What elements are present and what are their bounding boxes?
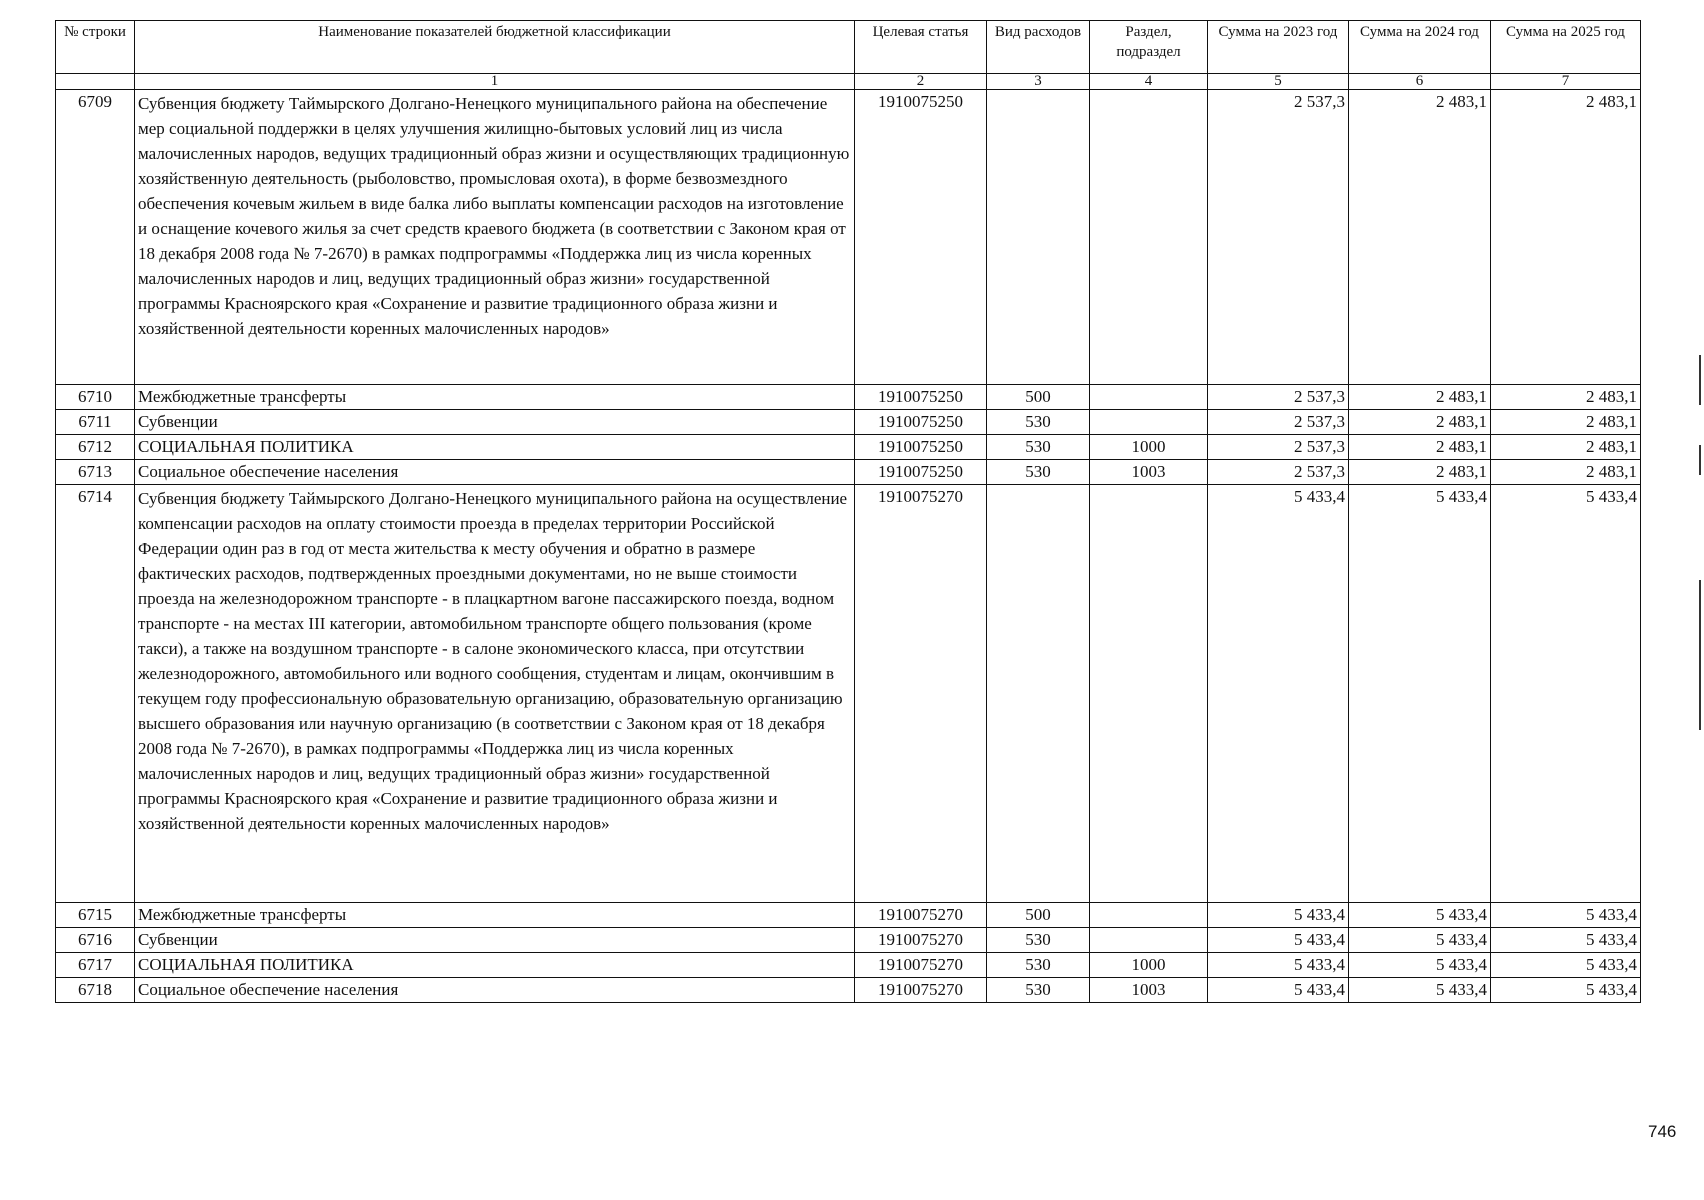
row-section bbox=[1090, 410, 1208, 435]
row-sum-2023: 5 433,4 bbox=[1208, 903, 1349, 928]
row-sum-2025: 2 483,1 bbox=[1491, 460, 1641, 485]
row-target: 1910075270 bbox=[855, 978, 987, 1003]
header-target: Целевая статья bbox=[855, 21, 987, 74]
row-name: Межбюджетные трансферты bbox=[135, 385, 855, 410]
row-target: 1910075250 bbox=[855, 460, 987, 485]
row-sum-2024: 2 483,1 bbox=[1349, 385, 1491, 410]
row-sum-2024: 5 433,4 bbox=[1349, 928, 1491, 953]
row-sum-2023: 2 537,3 bbox=[1208, 460, 1349, 485]
column-number: 6 bbox=[1349, 74, 1491, 90]
header-name: Наименование показателей бюджетной классификации bbox=[135, 21, 855, 74]
row-section bbox=[1090, 90, 1208, 385]
header-sum-2023: Сумма на 2023 год bbox=[1208, 21, 1349, 74]
row-sum-2025: 2 483,1 bbox=[1491, 435, 1641, 460]
row-section: 1000 bbox=[1090, 435, 1208, 460]
row-section bbox=[1090, 485, 1208, 903]
table-row bbox=[56, 410, 1641, 435]
row-section: 1003 bbox=[1090, 978, 1208, 1003]
header-sum-2024: Сумма на 2024 год bbox=[1349, 21, 1491, 74]
row-sum-2024: 5 433,4 bbox=[1349, 978, 1491, 1003]
row-sum-2024: 2 483,1 bbox=[1349, 435, 1491, 460]
table-row bbox=[56, 460, 1641, 485]
row-sum-2025: 5 433,4 bbox=[1491, 978, 1641, 1003]
row-sum-2025: 2 483,1 bbox=[1491, 385, 1641, 410]
row-name: Субвенция бюджету Таймырского Долгано-Ненецкого муниципального района на обеспечение мер социальной поддержки в целях улучшения жилищно-бытовых условий лиц из числа малочисленных народов, ведущих традиционный образ жизни и осуществляющих традиционную хозяйственную деятельность (рыболовство, промысловая охота), в форме безвозмездного обеспечения кочевым жильем в виде балка либо выплаты компенсации расходов на изготовление и оснащение кочевого жилья за счет средств краевого бюджета (в соответствии с Законом края от 18 декабря 2008 года № 7-2670) в рамках подпрограммы «Поддержка лиц из числа коренных малочисленных народов и лиц, ведущих традиционный образ жизни» государственной программы Красноярского края «Сохранение и развитие традиционного образа жизни и хозяйственной деятельности коренных малочисленных народов» bbox=[135, 90, 855, 385]
row-sum-2025: 5 433,4 bbox=[1491, 903, 1641, 928]
column-number: 5 bbox=[1208, 74, 1349, 90]
table-row bbox=[56, 90, 1641, 385]
page-number: 746 bbox=[1648, 1122, 1677, 1141]
row-expense-type bbox=[987, 485, 1090, 903]
row-number: 6715 bbox=[56, 903, 135, 928]
row-expense-type bbox=[987, 90, 1090, 385]
row-sum-2023: 2 537,3 bbox=[1208, 385, 1349, 410]
row-name: Межбюджетные трансферты bbox=[135, 903, 855, 928]
row-name: СОЦИАЛЬНАЯ ПОЛИТИКА bbox=[135, 953, 855, 978]
header-sum-2025: Сумма на 2025 год bbox=[1491, 21, 1641, 74]
table-row bbox=[56, 485, 1641, 903]
row-number: 6717 bbox=[56, 953, 135, 978]
column-number: 4 bbox=[1090, 74, 1208, 90]
row-sum-2024: 5 433,4 bbox=[1349, 903, 1491, 928]
row-number: 6714 bbox=[56, 485, 135, 903]
row-target: 1910075270 bbox=[855, 903, 987, 928]
row-sum-2023: 2 537,3 bbox=[1208, 410, 1349, 435]
budget-table bbox=[55, 20, 1641, 1003]
row-sum-2025: 2 483,1 bbox=[1491, 410, 1641, 435]
scan-margin-mark bbox=[1699, 355, 1701, 405]
row-expense-type: 530 bbox=[987, 978, 1090, 1003]
column-number: 1 bbox=[135, 74, 855, 90]
row-sum-2025: 5 433,4 bbox=[1491, 953, 1641, 978]
row-sum-2024: 2 483,1 bbox=[1349, 90, 1491, 385]
header-row-no: № строки bbox=[56, 21, 135, 74]
header-row bbox=[56, 21, 1641, 74]
column-number: 2 bbox=[855, 74, 987, 90]
row-sum-2025: 5 433,4 bbox=[1491, 485, 1641, 903]
row-expense-type: 530 bbox=[987, 460, 1090, 485]
row-section bbox=[1090, 903, 1208, 928]
row-target: 1910075270 bbox=[855, 953, 987, 978]
row-sum-2024: 2 483,1 bbox=[1349, 460, 1491, 485]
row-sum-2023: 5 433,4 bbox=[1208, 485, 1349, 903]
column-number: 3 bbox=[987, 74, 1090, 90]
row-target: 1910075250 bbox=[855, 435, 987, 460]
table-row bbox=[56, 953, 1641, 978]
row-sum-2023: 5 433,4 bbox=[1208, 978, 1349, 1003]
row-number: 6712 bbox=[56, 435, 135, 460]
table-row bbox=[56, 928, 1641, 953]
scan-margin-mark bbox=[1699, 445, 1701, 475]
row-name: Субвенции bbox=[135, 410, 855, 435]
column-numbers-row bbox=[56, 74, 1641, 90]
row-section: 1003 bbox=[1090, 460, 1208, 485]
row-target: 1910075270 bbox=[855, 485, 987, 903]
row-section bbox=[1090, 385, 1208, 410]
row-target: 1910075250 bbox=[855, 385, 987, 410]
row-name: Социальное обеспечение населения bbox=[135, 460, 855, 485]
row-sum-2025: 2 483,1 bbox=[1491, 90, 1641, 385]
row-sum-2024: 5 433,4 bbox=[1349, 485, 1491, 903]
row-expense-type: 500 bbox=[987, 903, 1090, 928]
column-number bbox=[56, 74, 135, 90]
table-row bbox=[56, 385, 1641, 410]
row-target: 1910075250 bbox=[855, 410, 987, 435]
row-expense-type: 500 bbox=[987, 385, 1090, 410]
row-target: 1910075250 bbox=[855, 90, 987, 385]
row-name: Субвенция бюджету Таймырского Долгано-Ненецкого муниципального района на осуществление компенсации расходов на оплату стоимости проезда в пределах территории Российской Федерации один раз в год от места жительства к месту обучения и обратно в размере фактических расходов, подтвержденных проездными документами, но не выше стоимости проезда на железнодорожном транспорте - в плацкартном вагоне пассажирского поезда, водном транспорте - на местах III категории, автомобильном транспорте общего пользования (кроме такси), а также на воздушном транспорте - в салоне экономического класса, при отсутствии железнодорожного, автомобильного или водного сообщения, студентам и лицам, окончившим в текущем году профессиональную образовательную организацию, образовательную организацию высшего образования или научную организацию (в соответствии с Законом края от 18 декабря 2008 года № 7-2670), в рамках подпрограммы «Поддержка лиц из числа коренных малочисленных народов и лиц, ведущих традиционный образ жизни» государственной программы Красноярского края «Сохранение и развитие традиционного образа жизни и хозяйственной деятельности коренных малочисленных народов» bbox=[135, 485, 855, 903]
table-row bbox=[56, 978, 1641, 1003]
row-name: Социальное обеспечение населения bbox=[135, 978, 855, 1003]
header-section: Раздел, подраздел bbox=[1090, 21, 1208, 74]
row-name: Субвенции bbox=[135, 928, 855, 953]
row-section bbox=[1090, 928, 1208, 953]
row-sum-2023: 5 433,4 bbox=[1208, 953, 1349, 978]
row-expense-type: 530 bbox=[987, 953, 1090, 978]
row-sum-2024: 5 433,4 bbox=[1349, 953, 1491, 978]
column-number: 7 bbox=[1491, 74, 1641, 90]
row-name: СОЦИАЛЬНАЯ ПОЛИТИКА bbox=[135, 435, 855, 460]
table-row bbox=[56, 903, 1641, 928]
row-number: 6710 bbox=[56, 385, 135, 410]
table-row bbox=[56, 435, 1641, 460]
row-expense-type: 530 bbox=[987, 410, 1090, 435]
row-number: 6718 bbox=[56, 978, 135, 1003]
row-sum-2023: 2 537,3 bbox=[1208, 435, 1349, 460]
row-number: 6716 bbox=[56, 928, 135, 953]
header-expense-type: Вид расходов bbox=[987, 21, 1090, 74]
row-expense-type: 530 bbox=[987, 928, 1090, 953]
row-number: 6709 bbox=[56, 90, 135, 385]
row-sum-2023: 5 433,4 bbox=[1208, 928, 1349, 953]
scan-margin-mark bbox=[1699, 580, 1701, 730]
row-sum-2023: 2 537,3 bbox=[1208, 90, 1349, 385]
row-sum-2025: 5 433,4 bbox=[1491, 928, 1641, 953]
row-number: 6713 bbox=[56, 460, 135, 485]
row-section: 1000 bbox=[1090, 953, 1208, 978]
row-target: 1910075270 bbox=[855, 928, 987, 953]
row-number: 6711 bbox=[56, 410, 135, 435]
row-expense-type: 530 bbox=[987, 435, 1090, 460]
row-sum-2024: 2 483,1 bbox=[1349, 410, 1491, 435]
